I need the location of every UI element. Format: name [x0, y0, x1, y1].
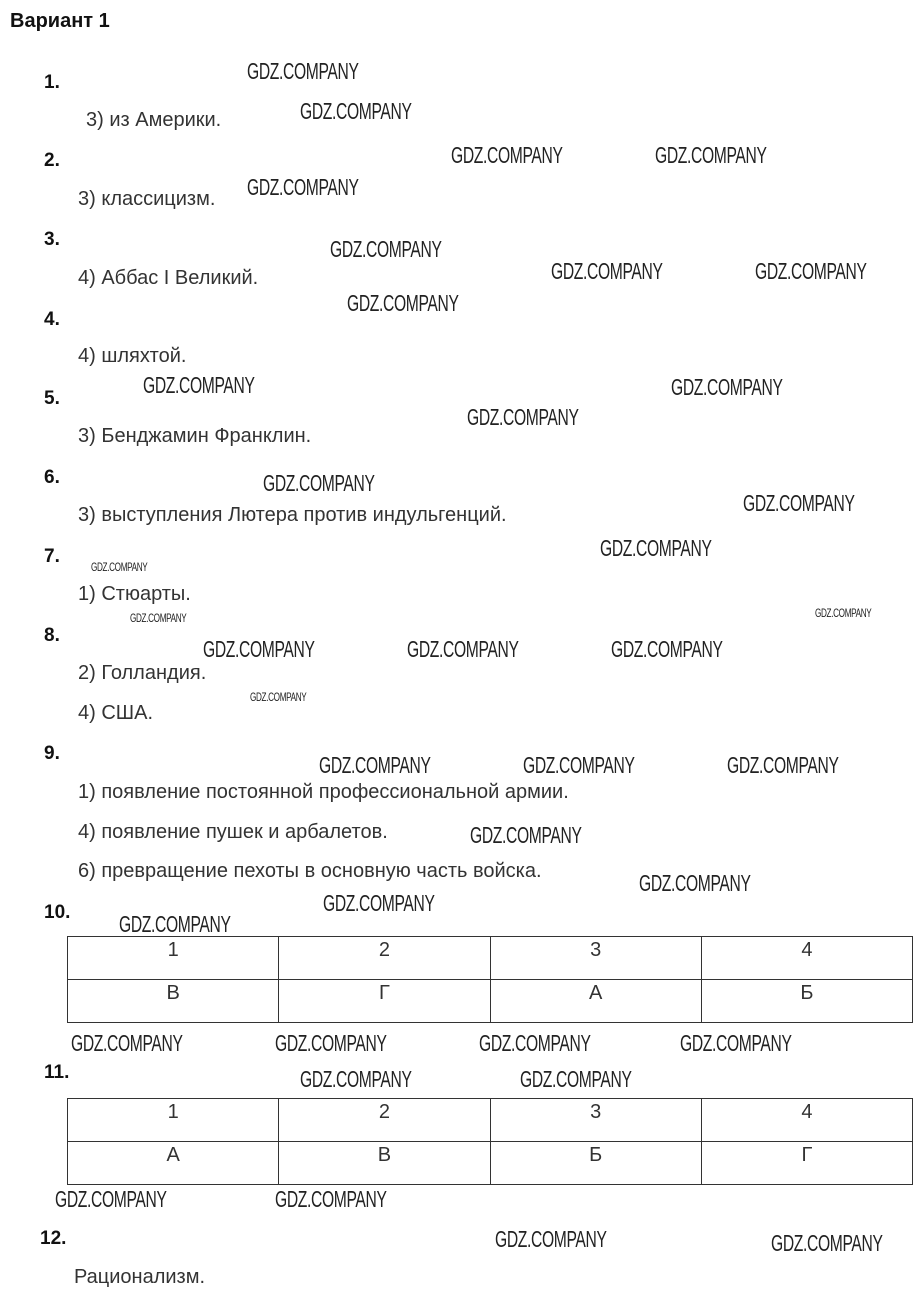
watermark: GDZ.COMPANY: [275, 1186, 387, 1212]
watermark: GDZ.COMPANY: [203, 636, 315, 662]
table-header-cell: 2: [279, 937, 490, 980]
watermark: GDZ.COMPANY: [55, 1186, 167, 1212]
question-number: 11.: [44, 1062, 70, 1083]
watermark: GDZ.COMPANY: [323, 890, 435, 916]
table-header-cell: 4: [701, 937, 912, 980]
answer: 3) из Америки.: [86, 109, 222, 131]
table-cell: Г: [279, 980, 490, 1023]
answer: 4) Аббас I Великий.: [78, 267, 259, 289]
question-number: 6.: [44, 467, 60, 488]
answer: 1) Стюарты.: [78, 583, 191, 605]
watermark: GDZ.COMPANY: [495, 1226, 607, 1252]
answer: 6) превращение пехоты в основную часть войска.: [78, 860, 542, 882]
table-header-cell: 4: [701, 1099, 912, 1142]
answer: 3) Бенджамин Франклин.: [78, 425, 312, 447]
watermark: GDZ.COMPANY: [600, 535, 712, 561]
watermark: GDZ.COMPANY: [743, 490, 855, 516]
watermark: GDZ.COMPANY: [520, 1066, 632, 1092]
watermark: GDZ.COMPANY: [551, 258, 663, 284]
question-number: 5.: [44, 388, 60, 409]
watermark: GDZ.COMPANY: [319, 752, 431, 778]
table-header-cell: 2: [279, 1099, 490, 1142]
watermark: GDZ.COMPANY: [639, 870, 751, 896]
answer-table-10: [67, 936, 913, 1023]
watermark: GDZ.COMPANY: [71, 1030, 183, 1056]
table-cell: А: [490, 980, 701, 1023]
question-number: 7.: [44, 546, 60, 567]
question-number: 4.: [44, 309, 60, 330]
answer: 1) появление постоянной профессиональной армии.: [78, 781, 569, 803]
table-cell: В: [68, 980, 279, 1023]
watermark: GDZ.COMPANY: [347, 290, 459, 316]
watermark: GDZ.COMPANY: [330, 236, 442, 262]
question-number: 12.: [40, 1228, 67, 1249]
watermark: GDZ.COMPANY: [755, 258, 867, 284]
watermark: GDZ.COMPANY: [680, 1030, 792, 1056]
watermark: GDZ.COMPANY: [247, 58, 359, 84]
watermark: GDZ.COMPANY: [263, 470, 375, 496]
watermark: GDZ.COMPANY: [143, 372, 255, 398]
watermark: GDZ.COMPANY: [523, 752, 635, 778]
answer: 4) появление пушек и арбалетов.: [78, 821, 388, 843]
question-number: 2.: [44, 150, 60, 171]
question-number: 8.: [44, 625, 60, 646]
watermark: GDZ.COMPANY: [407, 636, 519, 662]
answer: 4) шляхтой.: [78, 345, 187, 367]
answer: 3) выступления Лютера против индульгенций.: [78, 504, 507, 526]
table-cell: А: [68, 1142, 279, 1185]
watermark: GDZ.COMPANY: [250, 690, 307, 704]
answer: 2) Голландия.: [78, 662, 207, 684]
watermark: GDZ.COMPANY: [247, 174, 359, 200]
watermark: GDZ.COMPANY: [815, 606, 872, 620]
table-header-cell: 3: [490, 937, 701, 980]
question-number: 9.: [44, 743, 60, 764]
watermark: GDZ.COMPANY: [451, 142, 563, 168]
question-number: 10.: [44, 902, 71, 923]
watermark: GDZ.COMPANY: [671, 374, 783, 400]
table-header-cell: 1: [68, 937, 279, 980]
watermark: GDZ.COMPANY: [300, 98, 412, 124]
page-title: Вариант 1: [10, 10, 110, 32]
watermark: GDZ.COMPANY: [91, 560, 148, 574]
watermark: GDZ.COMPANY: [119, 911, 231, 937]
watermark: GDZ.COMPANY: [479, 1030, 591, 1056]
table-header-cell: 3: [490, 1099, 701, 1142]
watermark: GDZ.COMPANY: [611, 636, 723, 662]
question-number: 1.: [44, 72, 60, 93]
watermark: GDZ.COMPANY: [727, 752, 839, 778]
watermark: GDZ.COMPANY: [655, 142, 767, 168]
watermark: GDZ.COMPANY: [467, 404, 579, 430]
answer: 3) классицизм.: [78, 188, 216, 210]
table-header-cell: 1: [68, 1099, 279, 1142]
answer-table-11: [67, 1098, 913, 1185]
table-cell: В: [279, 1142, 490, 1185]
answer: Рационализм.: [74, 1266, 206, 1288]
watermark: GDZ.COMPANY: [300, 1066, 412, 1092]
question-number: 3.: [44, 229, 60, 250]
table-cell: Б: [490, 1142, 701, 1185]
table-cell: Г: [701, 1142, 912, 1185]
watermark: GDZ.COMPANY: [275, 1030, 387, 1056]
answer: 4) США.: [78, 702, 154, 724]
watermark: GDZ.COMPANY: [470, 822, 582, 848]
watermark: GDZ.COMPANY: [771, 1230, 883, 1256]
table-cell: Б: [701, 980, 912, 1023]
watermark: GDZ.COMPANY: [130, 611, 187, 625]
